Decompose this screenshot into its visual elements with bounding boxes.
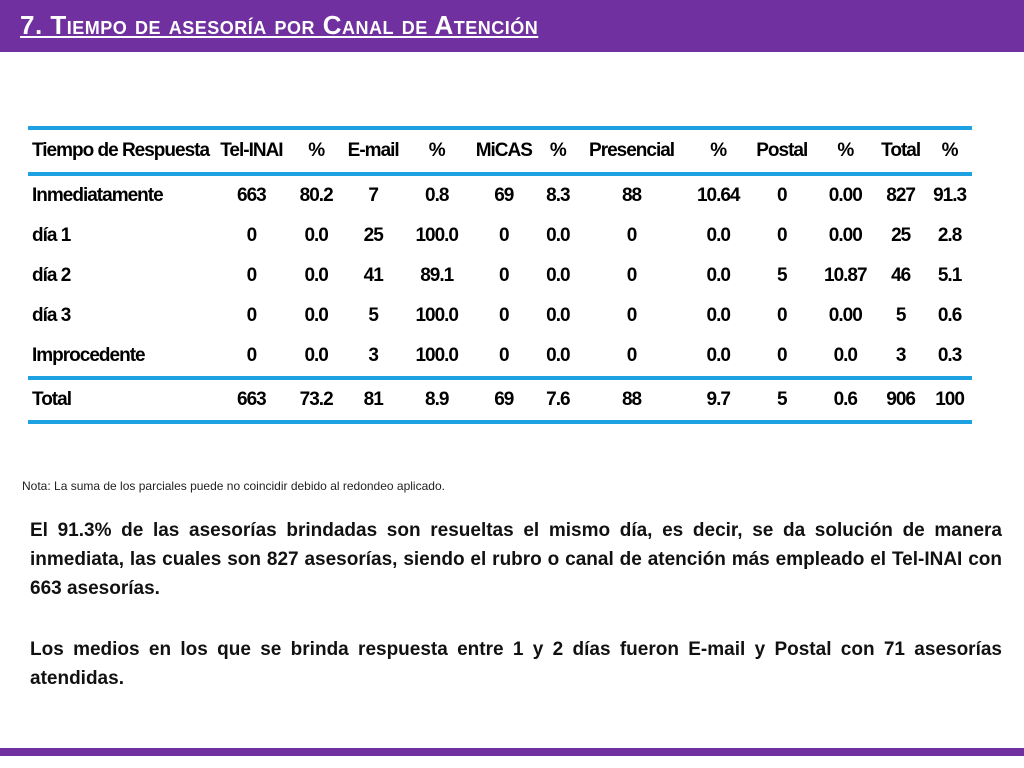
table-cell: 0 <box>499 305 509 326</box>
table-cell: 0.0 <box>706 345 730 366</box>
column-header: % <box>294 128 339 174</box>
row-label: día 2 <box>32 265 71 286</box>
table-cell: 0 <box>626 345 637 366</box>
table-cell: 88 <box>621 185 642 206</box>
table-cell: 827 <box>886 185 915 206</box>
column-header: Presencial <box>574 128 690 174</box>
table-cell: 0.0 <box>546 225 570 246</box>
slide-title: 7. Tiempo de asesoría por Canal de Atención <box>20 10 539 40</box>
table-cell: 0.0 <box>706 305 730 326</box>
title-bar <box>0 0 1024 52</box>
table-cell: 81 <box>339 378 408 422</box>
table-cell: 0 <box>499 265 509 286</box>
table-cell: 3 <box>895 345 906 366</box>
table-cell: 0 <box>776 225 787 246</box>
row-label: Improcedente <box>32 345 145 366</box>
table-cell: 69 <box>494 185 514 206</box>
table-cell: 0 <box>626 265 637 286</box>
table-cell: 0 <box>499 345 509 366</box>
table-row <box>28 336 972 378</box>
table-cell: 10.64 <box>696 185 740 206</box>
table-total-row <box>28 378 972 422</box>
row-label: Inmediatamente <box>32 185 163 206</box>
table-cell: 0 <box>246 305 257 326</box>
table-cell: 0 <box>626 305 637 326</box>
table-cell: 5 <box>368 305 378 326</box>
table-cell: 0.3 <box>937 345 962 366</box>
column-header: Tel-INAI <box>209 128 294 174</box>
column-header: % <box>927 128 972 174</box>
table-cell: 3 <box>368 345 378 366</box>
table-cell: 100.0 <box>415 345 458 366</box>
table-cell: 5 <box>776 265 787 286</box>
table-row <box>28 296 972 336</box>
table-cell: 0.0 <box>833 345 857 366</box>
response-time-table-container <box>28 126 972 424</box>
table-row <box>28 256 972 296</box>
table-cell: 0 <box>246 265 257 286</box>
table-cell: 0.00 <box>828 185 862 206</box>
table-cell: 5.1 <box>937 265 962 286</box>
table-cell: 8.3 <box>546 185 570 206</box>
row-label: Total <box>28 378 209 422</box>
table-cell: 663 <box>209 378 294 422</box>
table-cell: 0 <box>776 185 787 206</box>
table-cell: 7 <box>368 185 378 206</box>
table-header-row <box>28 128 972 174</box>
table-cell: 0 <box>776 305 787 326</box>
table-cell: 0 <box>246 225 257 246</box>
table-cell: 0.00 <box>828 305 862 326</box>
table-cell: 88 <box>574 378 690 422</box>
table-cell: 5 <box>747 378 816 422</box>
table-cell: 0 <box>776 345 787 366</box>
table-cell: 0.0 <box>546 305 570 326</box>
table-cell: 100.0 <box>415 225 458 246</box>
table-cell: 91.3 <box>933 185 967 206</box>
table-cell: 10.87 <box>824 265 867 286</box>
rounding-note: Nota: La suma de los parciales puede no coincidir debido al redondeo aplicado. <box>22 479 445 493</box>
table-cell: 0.6 <box>937 305 962 326</box>
column-header: % <box>542 128 574 174</box>
table-row <box>28 216 972 256</box>
column-header: % <box>689 128 747 174</box>
column-header: % <box>408 128 466 174</box>
table-cell: 100 <box>927 378 972 422</box>
column-header: E-mail <box>339 128 408 174</box>
row-label: día 3 <box>32 305 71 326</box>
table-cell: 25 <box>363 225 383 246</box>
summary-paragraph-2: Los medios en los que se brinda respuesta entre 1 y 2 días fueron E-mail y Postal con 71 asesorías atendidas. <box>30 639 1002 689</box>
column-header: MiCAS <box>466 128 542 174</box>
table-cell: 8.9 <box>408 378 466 422</box>
column-header: Postal <box>747 128 816 174</box>
row-label: día 1 <box>32 225 71 246</box>
table-cell: 0 <box>246 345 257 366</box>
table-cell: 0.0 <box>304 305 328 326</box>
bottom-bar <box>0 748 1024 756</box>
summary-paragraph-1: El 91.3% de las asesorías brindadas son resueltas el mismo día, es decir, se da solución de manera inmediata, las cuales son 827 asesorías, siendo el rubro o canal de atención más empleado el Tel-INAI con 663 asesorías. <box>30 520 1002 599</box>
table-cell: 46 <box>891 265 911 286</box>
table-cell: 0.0 <box>546 345 570 366</box>
table-cell: 0.0 <box>304 265 328 286</box>
table-cell: 89.1 <box>420 265 454 286</box>
table-row <box>28 174 972 216</box>
table-cell: 0.0 <box>706 265 730 286</box>
column-header: % <box>816 128 874 174</box>
table-cell: 0.6 <box>816 378 874 422</box>
table-cell: 100.0 <box>415 305 458 326</box>
table-cell: 9.7 <box>689 378 747 422</box>
table-cell: 5 <box>895 305 906 326</box>
table-cell: 25 <box>891 225 911 246</box>
table-cell: 2.8 <box>937 225 962 246</box>
table-cell: 0.00 <box>828 225 862 246</box>
table-cell: 0.0 <box>304 225 328 246</box>
table-cell: 0.0 <box>546 265 570 286</box>
table-cell: 0.8 <box>425 185 449 206</box>
table-cell: 73.2 <box>294 378 339 422</box>
column-header: Tiempo de Respuesta <box>28 128 209 174</box>
table-cell: 906 <box>874 378 927 422</box>
table-cell: 0.0 <box>304 345 328 366</box>
table-cell: 0 <box>499 225 509 246</box>
table-cell: 0 <box>626 225 637 246</box>
table-cell: 0.0 <box>706 225 730 246</box>
table-cell: 80.2 <box>299 185 333 206</box>
table-cell: 7.6 <box>542 378 574 422</box>
table-cell: 663 <box>237 185 266 206</box>
table-cell: 41 <box>363 265 383 286</box>
column-header: Total <box>874 128 927 174</box>
table-cell: 69 <box>466 378 542 422</box>
response-time-table <box>28 126 972 424</box>
